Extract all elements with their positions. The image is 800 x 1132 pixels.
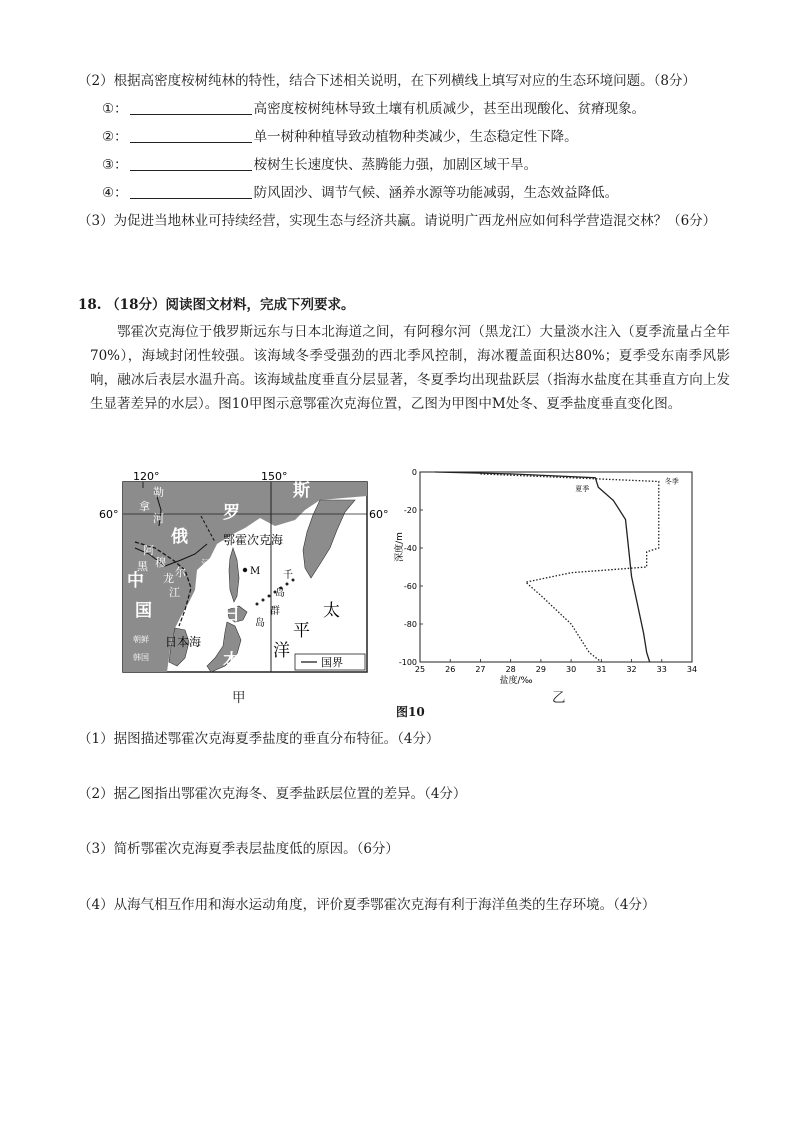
answer-blank[interactable] xyxy=(130,100,252,115)
place-label: 日 xyxy=(223,605,240,625)
x-tick-label: 29 xyxy=(535,665,546,674)
place-label: 岛 xyxy=(255,618,265,629)
x-tick-label: 30 xyxy=(566,665,577,674)
place-label: 平 xyxy=(293,621,310,641)
fill-item-text: 桉树生长速度快、蒸腾能力强，加剧区域干旱。 xyxy=(253,157,538,173)
y-tick-label: -20 xyxy=(403,506,417,515)
y-tick-label: -80 xyxy=(403,620,417,629)
material-paragraph: 鄂霍次克海位于俄罗斯远东与日本北海道之间，有阿穆尔河（黑龙江）大量淡水注入（夏季流量占全年70%），海域封闭性较强。该海域冬季受强劲的西北季风控制，海冰覆盖面积达80%；夏季受东南季风影响，融冰后表层水温升高。该海域盐度垂直分层显著，冬夏季均出现盐跃层（指海水盐度在其垂直方向上发生显著差异的水层）。图10甲图示意鄂霍次克海位置，乙图为甲图中M处冬、夏季盐度垂直变化图。 xyxy=(90,324,730,412)
fill-item-3 xyxy=(102,155,537,175)
fill-item-number: ②： xyxy=(102,129,128,145)
place-label: 龙 xyxy=(163,572,174,585)
salinity-chart xyxy=(390,462,698,692)
sea-label: 鄂霍次克海 xyxy=(223,533,284,547)
x-tick-label: 26 xyxy=(445,665,456,674)
series-label-summer: 夏季 xyxy=(575,485,590,493)
place-label: 斯 xyxy=(293,481,310,501)
place-label: 朝鲜 xyxy=(133,635,149,644)
place-label: 黑 xyxy=(137,560,148,573)
fill-item-text: 单一树种种植导致动植物种类减少，生态稳定性下降。 xyxy=(253,129,578,145)
place-label: 太 xyxy=(323,601,340,621)
fill-item-number: ④： xyxy=(102,185,128,201)
question-18-3: （3）简析鄂霍次克海夏季表层盐度低的原因。（6分） xyxy=(78,841,399,857)
place-label: 阿 xyxy=(143,544,154,557)
place-label: 拿 xyxy=(139,500,150,513)
y-tick-label: 0 xyxy=(411,468,417,477)
question-18-header: 18. （18分）阅读图文材料，完成下列要求。 xyxy=(78,297,355,313)
answer-blank[interactable] xyxy=(130,156,252,171)
x-tick-label: 28 xyxy=(505,665,516,674)
place-label: 岛 xyxy=(275,588,285,599)
series-line-winter xyxy=(480,474,658,662)
place-label: 江 xyxy=(169,586,180,599)
place-label: 群 xyxy=(270,606,280,617)
y-tick-label: -60 xyxy=(403,582,417,591)
x-tick-label: 31 xyxy=(596,665,607,674)
lat-label: 60° xyxy=(99,508,119,521)
x-tick-label: 27 xyxy=(475,665,486,674)
place-label: 罗 xyxy=(223,503,240,523)
point-m-label: M xyxy=(250,566,261,577)
place-label: 韩国 xyxy=(133,653,149,662)
y-axis-label: 深度/m xyxy=(395,532,405,562)
question-3: （3）为促进当地林业可持续经营，实现生态与经济共赢。请说明广西龙州应如何科学营造混交林？（6分） xyxy=(78,213,717,229)
fill-item-2 xyxy=(102,127,578,147)
question-18-1: （1）据图描述鄂霍次克海夏季盐度的垂直分布特征。（4分） xyxy=(78,731,440,747)
place-label: 中 xyxy=(127,571,144,591)
place-label: 本 xyxy=(223,651,240,671)
fill-item-text: 高密度桉树纯林导致土壤有机质减少，甚至出现酸化、贫瘠现象。 xyxy=(253,101,646,117)
place-label: 国 xyxy=(135,601,152,621)
place-label: 河 xyxy=(201,558,212,571)
place-label: 穆 xyxy=(155,556,166,569)
lon-label: 150° xyxy=(261,470,288,483)
fill-item-1 xyxy=(102,99,645,119)
x-tick-label: 34 xyxy=(686,665,698,674)
y-tick-label: -100 xyxy=(398,658,417,667)
series-label-winter: 冬季 xyxy=(664,477,679,486)
place-label: 俄 xyxy=(171,527,188,547)
figure-caption: 图10 xyxy=(396,705,425,719)
fill-item-4 xyxy=(102,183,618,203)
place-label: 日本海 xyxy=(165,635,202,649)
plot-frame xyxy=(420,472,692,662)
place-label: 河 xyxy=(153,512,164,525)
question-18-2: （2）据乙图指出鄂霍次克海冬、夏季盐跃层位置的差异。（4分） xyxy=(78,786,467,802)
place-label: 勒 xyxy=(153,486,164,499)
place-label: 千 xyxy=(283,570,293,581)
x-tick-label: 33 xyxy=(656,665,667,674)
x-axis-label: 盐度/‰ xyxy=(499,676,533,686)
lon-label: 120° xyxy=(133,470,160,483)
series-line-summer xyxy=(435,472,650,662)
place-label: 洋 xyxy=(273,641,290,661)
map-sub-label: 甲 xyxy=(232,690,246,706)
question-18-4: （4）从海气相互作用和海水运动角度，评价夏季鄂霍次克海有利于海洋鱼类的生存环境。（4分） xyxy=(78,897,656,913)
question-2: （2）根据高密度桉树纯林的特性，结合下述相关说明，在下列横线上填写对应的生态环境问题。（8分） xyxy=(78,73,696,89)
answer-blank[interactable] xyxy=(130,128,252,143)
fill-item-text: 防风固沙、调节气候、涵养水源等功能减弱，生态效益降低。 xyxy=(253,185,619,201)
place-label: 尔 xyxy=(175,566,186,579)
x-tick-label: 25 xyxy=(414,665,426,674)
fill-item-number: ③： xyxy=(102,157,128,173)
map-figure xyxy=(99,470,389,685)
y-tick-label: -40 xyxy=(403,544,417,553)
chart-sub-label: 乙 xyxy=(552,690,566,706)
lat-label: 60° xyxy=(369,508,389,521)
x-tick-label: 32 xyxy=(626,665,637,674)
answer-blank[interactable] xyxy=(130,184,252,199)
fill-item-number: ①： xyxy=(102,101,128,117)
legend-label: 国界 xyxy=(321,656,343,669)
